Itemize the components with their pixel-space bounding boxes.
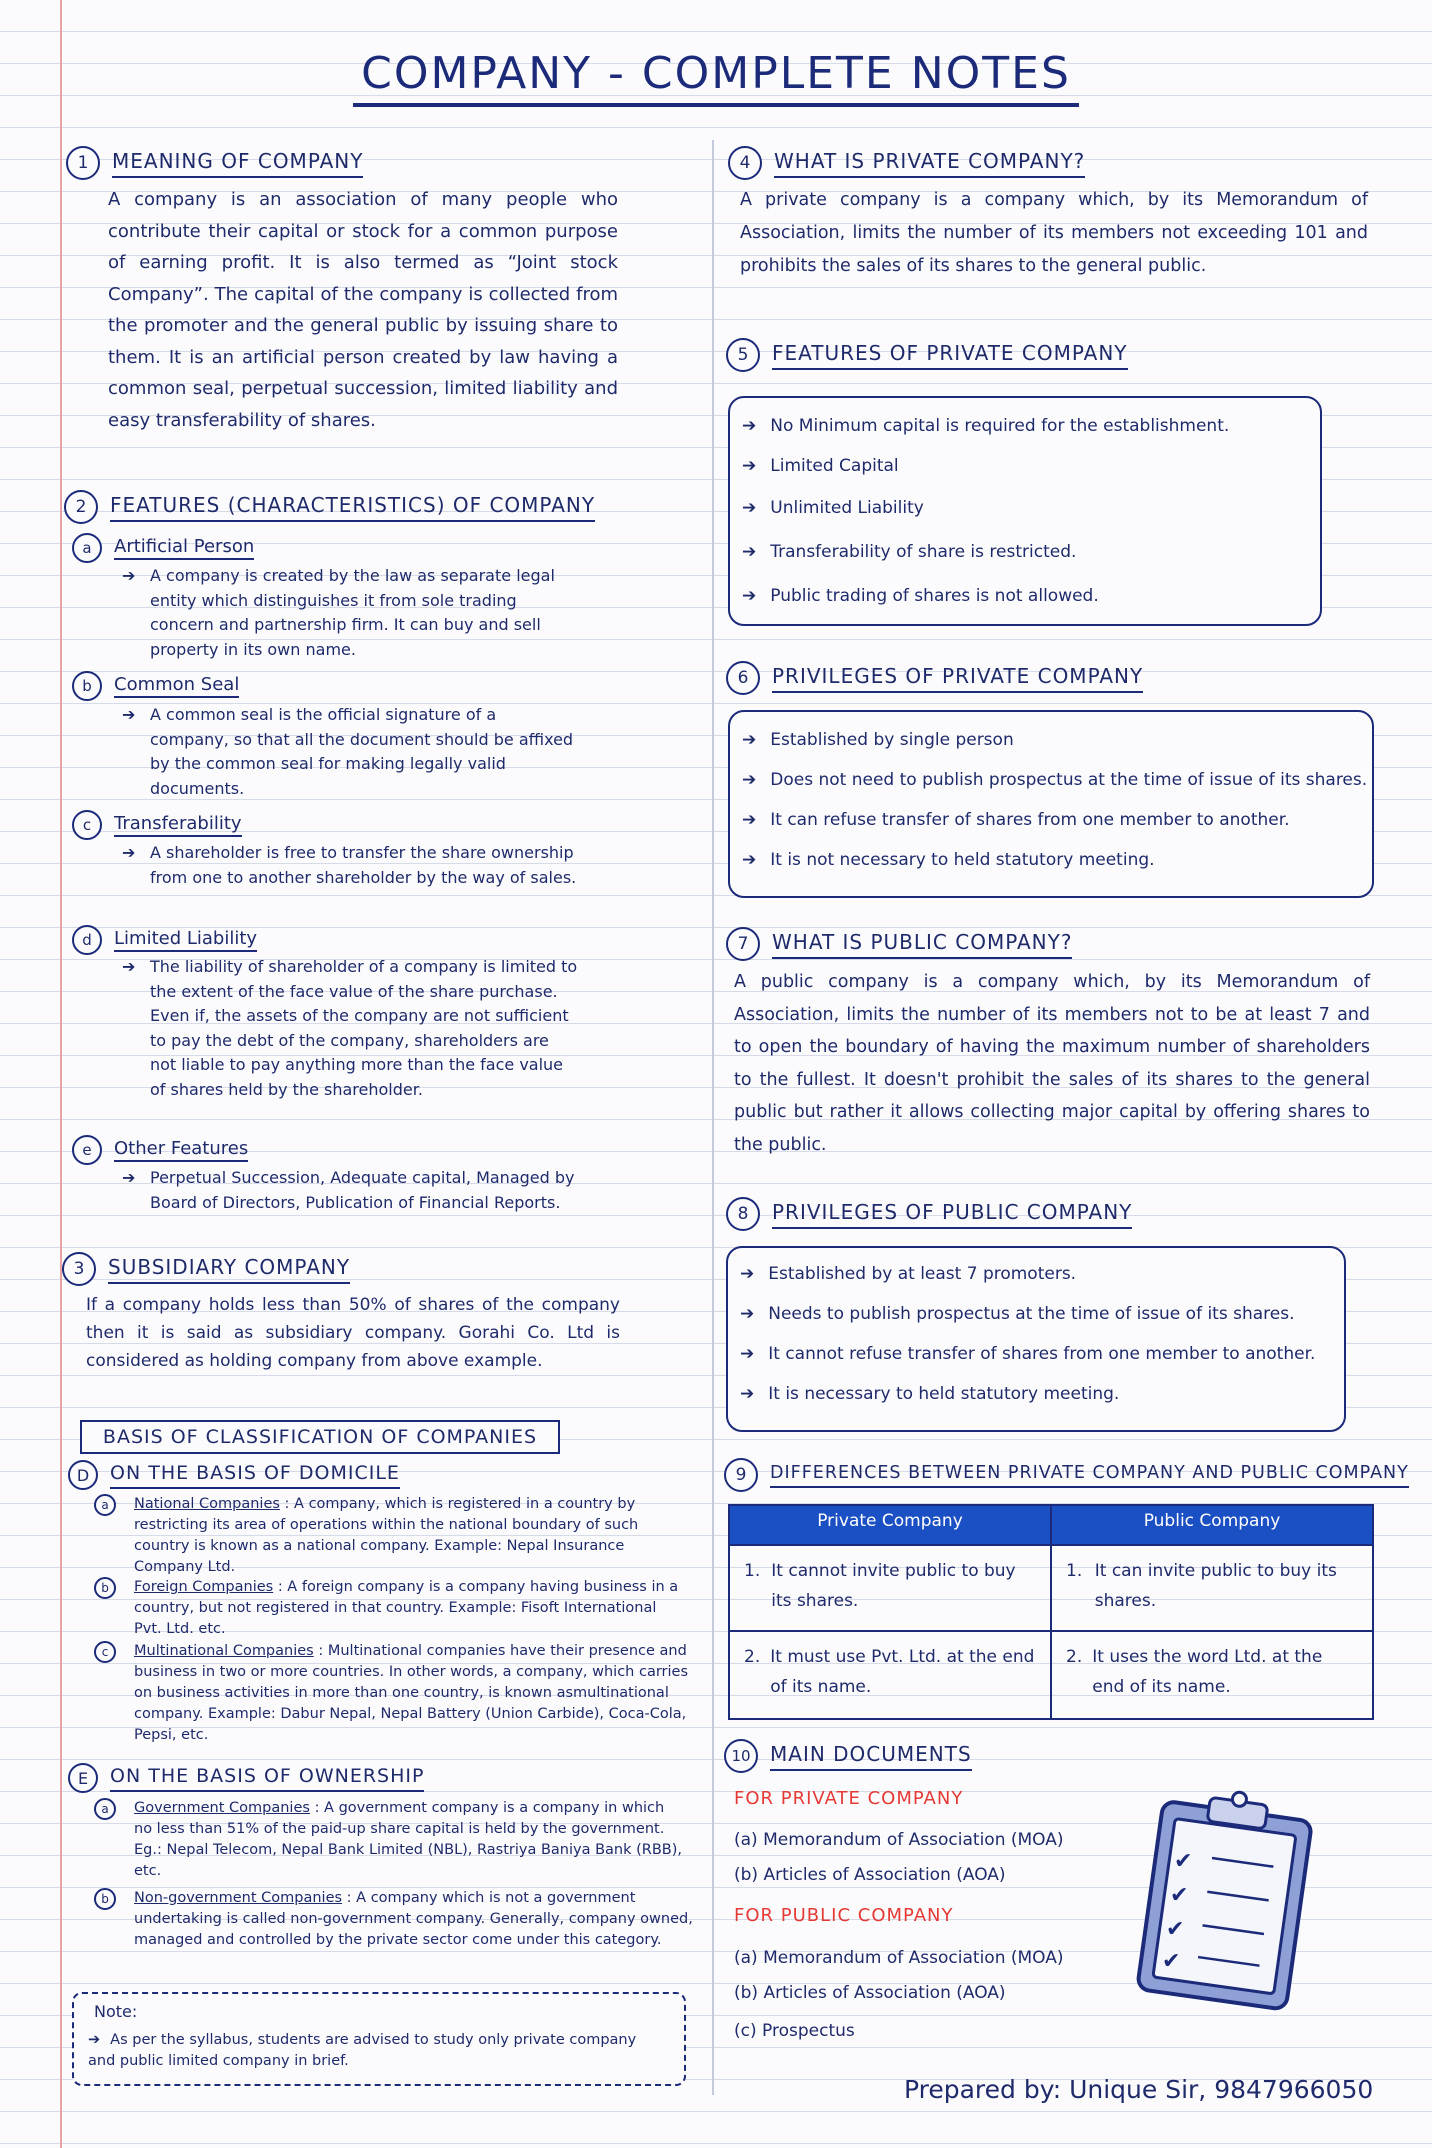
feature-c-heading: c Transferability [72,810,242,840]
section-number: 1 [66,146,100,180]
table-row: 2. It must use Pvt. Ltd. at the end of its name. 2. It uses the word Ltd. at the end of its name. [729,1631,1373,1719]
list-item: ➔ It can refuse transfer of shares from one member to another. [742,810,1290,830]
private-company-paragraph: A private company is a company which, by its Memorandum of Association, limits the number of its members not exceeding 101 and prohibits the sales of its shares to the general public. [740,190,1368,276]
section-number: 3 [62,1252,96,1286]
feature-d-heading: d Limited Liability [72,925,257,955]
table-header-public: Public Company [1051,1505,1373,1545]
svg-text:✔: ✔ [1170,1883,1189,1908]
list-item: ➔ It is not necessary to held statutory meeting. [742,850,1155,870]
feature-b-text: ➔ A common seal is the official signature of a company, so that all the document should be affixed by the common seal for making legally valid documents. [122,705,574,798]
subsidiary-paragraph: If a company holds less than 50% of shares of the company then it is said as subsidiary company. Gorahi Co. Ltd is considered as holding company from above example. [86,1295,620,1371]
public-privileges-box [726,1246,1346,1432]
section-number: 4 [728,146,762,180]
table-row: 1. It cannot invite public to buy its shares. 1. It can invite public to buy its shares. [729,1545,1373,1631]
public-company-paragraph: A public company is a company which, by its Memorandum of Association, limits the number of its members not to be at least 7 and to open the boundary of having the maximum number of shareholders to the fullest. It doesn't prohibit the sales of its shares to the general public but rather it allows collecting major capital by offering shares to the public. [734,972,1370,1155]
list-item: ➔ No Minimum capital is required for the establishment. [742,416,1230,436]
section-number: 7 [726,927,760,961]
section-number: 8 [726,1197,760,1231]
page-title: COMPANY - COMPLETE NOTES [0,48,1432,99]
section-2-heading [64,490,595,524]
domicile-heading: D ON THE BASIS OF DOMICILE [68,1460,400,1490]
section-number: 6 [726,661,760,695]
feature-c-text: ➔ A shareholder is free to transfer the share ownership from one to another shareholder by the way of sales. [122,843,577,887]
svg-text:✔: ✔ [1162,1949,1181,1974]
section-9-heading [724,1458,1409,1492]
private-features-box [728,396,1322,626]
feature-e-text: ➔ Perpetual Succession, Adequate capital, Managed by Board of Directors, Publication of Financial Reports. [122,1168,575,1212]
note-box [72,1992,686,2086]
private-docs-label: FOR PRIVATE COMPANY [734,1788,964,1809]
list-item: ➔ It cannot refuse transfer of shares from one member to another. [740,1344,1316,1364]
differences-table [728,1504,1374,1720]
list-item: ➔ Limited Capital [742,456,899,476]
section-title: FEATURES (CHARACTERISTICS) OF COMPANY [110,493,595,522]
section-title: WHAT IS PUBLIC COMPANY? [772,930,1072,959]
list-item: ➔ Established by single person [742,730,1014,750]
section-3-heading [62,1252,350,1286]
non-government-companies: b Non-government Companies : A company which is not a government undertaking is called non-government company. Generally, company owned, managed and controlled by the private sector come under this category. [94,1888,694,1951]
column-divider [712,140,714,2095]
list-item: ➔ Public trading of shares is not allowed. [742,586,1099,606]
private-privileges-box [728,710,1374,898]
section-number: 2 [64,490,98,524]
section-1-heading [66,146,363,180]
list-item: ➔ Unlimited Liability [742,498,924,518]
section-number: 10 [724,1739,758,1773]
feature-a-text: ➔ A company is created by the law as separate legal entity which distinguishes it from sole trading concern and partnership firm. It can buy and sell property in its own name. [122,566,555,659]
section-title: DIFFERENCES BETWEEN PRIVATE COMPANY AND PUBLIC COMPANY [770,1463,1409,1488]
section-title: SUBSIDIARY COMPANY [108,1255,350,1284]
section-title: MEANING OF COMPANY [112,149,363,178]
svg-text:✔: ✔ [1166,1917,1185,1942]
meaning-paragraph: A company is an association of many people who contribute their capital or stock for a common purpose of earning profit. It is also termed as “Joint stock Company”. The capital of the company is collected from the promoter and the general public by issuing share to them. It is an artificial person created by law having a common seal, perpetual succession, limited liability and easy transferability of shares. [108,189,618,431]
section-title: MAIN DOCUMENTS [770,1742,972,1771]
notebook-margin-line [60,0,62,2148]
ownership-heading: E ON THE BASIS OF OWNERSHIP [68,1763,424,1793]
section-title: PRIVILEGES OF PRIVATE COMPANY [772,664,1143,693]
section-4-heading [728,146,1085,180]
section-number: 5 [726,338,760,372]
section-7-heading [726,927,1072,961]
section-title: WHAT IS PRIVATE COMPANY? [774,149,1085,178]
national-companies: a National Companies : A company, which is registered in a country by restricting its area of operations within the national boundary of such country is known as a national company. Example: Nepal Insurance Company Ltd. [94,1494,680,1578]
feature-a-heading: a Artificial Person [72,533,254,563]
feature-b-heading: b Common Seal [72,671,239,701]
clipboard-checklist-icon [1128,1782,1318,2022]
section-8-heading [726,1197,1132,1231]
list-item: ➔ Does not need to publish prospectus at the time of issue of its shares. [742,770,1368,790]
note-text: ➔ As per the syllabus, students are advised to study only private company and public limited company in brief. [88,2032,637,2069]
section-title: FEATURES OF PRIVATE COMPANY [772,341,1128,370]
list-item: ➔ Needs to publish prospectus at the time of issue of its shares. [740,1304,1295,1324]
multinational-companies: c Multinational Companies : Multinational companies have their presence and business in two or more countries. In other words, a company, which carries on business activities in more than one country, is known asmultinational company. Example: Dabur Nepal, Nepal Battery (Union Carbide), Coca-Cola, Pepsi, etc. [94,1641,700,1746]
footer-credit: Prepared by: Unique Sir, 9847966050 [904,2075,1374,2104]
list-item: (b) Articles of Association (AOA) [734,1865,1006,1885]
feature-e-heading: e Other Features [72,1135,248,1165]
classification-heading: BASIS OF CLASSIFICATION OF COMPANIES [80,1420,560,1454]
list-item: ➔ Established by at least 7 promoters. [740,1264,1077,1284]
feature-d-text: ➔ The liability of shareholder of a company is limited to the extent of the face value of the share purchase. Even if, the assets of the company are not sufficient to pay the debt of the company, shareholders are not liable to pay anything more than the face value of shares held by the shareholder. [122,957,578,1099]
list-item: ➔ Transferability of share is restricted. [742,542,1077,562]
table-header-private: Private Company [729,1505,1051,1545]
list-item: ➔ It is necessary to held statutory meeting. [740,1384,1120,1404]
section-10-heading [724,1739,972,1773]
list-item: (b) Articles of Association (AOA) [734,1983,1006,2003]
section-title: PRIVILEGES OF PUBLIC COMPANY [772,1200,1132,1229]
section-5-heading [726,338,1128,372]
government-companies: a Government Companies : A government company is a company in which no less than 51% of the paid-up share capital is held by the government. Eg.: Nepal Telecom, Nepal Bank Limited (NBL), Rastriya Baniya Bank (RBB), etc. [94,1798,684,1882]
section-number: 9 [724,1458,758,1492]
svg-text:✔: ✔ [1174,1849,1193,1874]
list-item: (a) Memorandum of Association (MOA) [734,1948,1064,1968]
list-item: (c) Prospectus [734,2021,855,2041]
section-6-heading [726,661,1143,695]
note-label: Note: [94,2002,138,2021]
public-docs-label: FOR PUBLIC COMPANY [734,1905,954,1926]
list-item: (a) Memorandum of Association (MOA) [734,1830,1064,1850]
foreign-companies: b Foreign Companies : A foreign company is a company having business in a country, but not registered in that country. Example: Fisoft International Pvt. Ltd. etc. [94,1577,680,1640]
